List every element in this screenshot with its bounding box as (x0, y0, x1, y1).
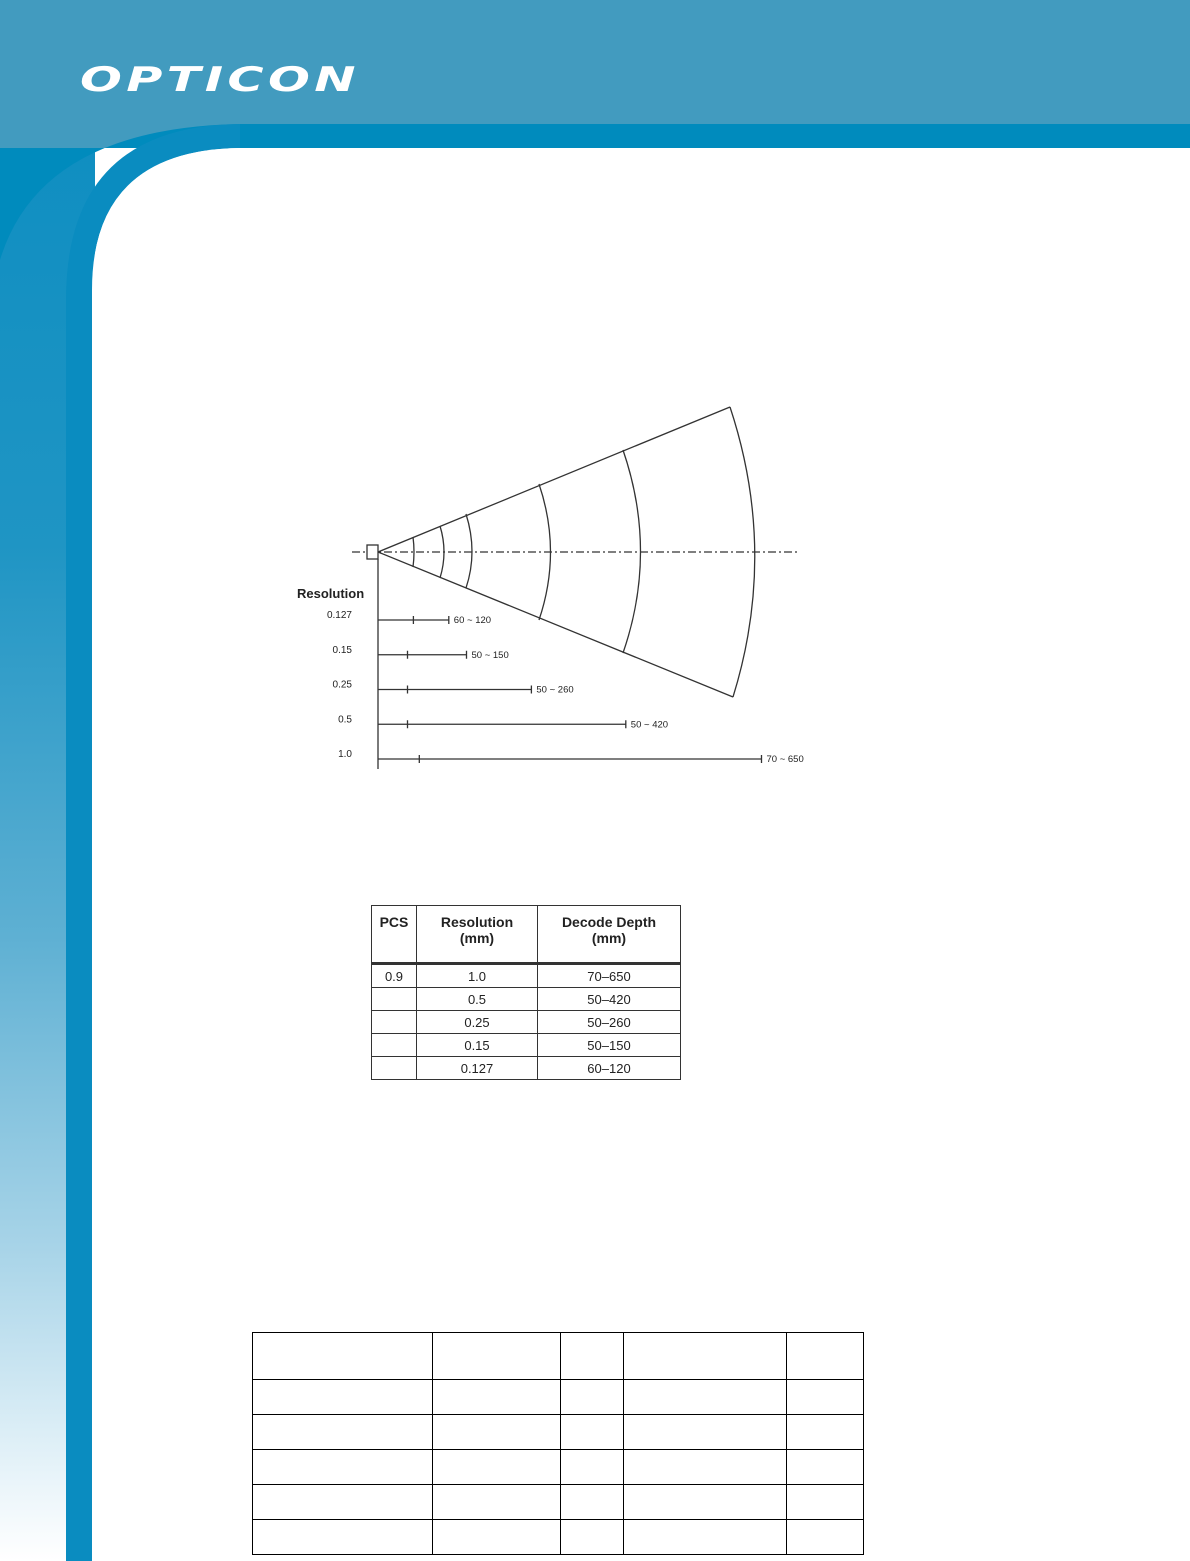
header-resolution: Resolution (mm) (417, 906, 538, 964)
row-range-label: 50 ~ 150 (471, 649, 509, 661)
empty-cell (624, 1450, 787, 1485)
empty-cell (561, 1450, 624, 1485)
row-range-label: 50 ~ 260 (536, 684, 574, 696)
table-row (372, 1034, 681, 1057)
header-pcs: PCS (372, 906, 417, 964)
table-row (253, 1450, 864, 1485)
empty-cell (624, 1333, 787, 1380)
empty-cell (561, 1485, 624, 1520)
table-row (253, 1380, 864, 1415)
empty-cell (624, 1520, 787, 1555)
empty-cell (624, 1415, 787, 1450)
empty-cell (561, 1520, 624, 1555)
row-resolution-label: 0.25 (332, 679, 352, 691)
cell-decode-depth: 70–650 (538, 964, 681, 988)
empty-cell (432, 1380, 561, 1415)
cell-pcs (372, 1034, 417, 1057)
cell-pcs (372, 988, 417, 1011)
cell-decode-depth: 50–420 (538, 988, 681, 1011)
table-row (253, 1415, 864, 1450)
cell-pcs (372, 1057, 417, 1080)
empty-cell (432, 1485, 561, 1520)
empty-cell (253, 1520, 433, 1555)
empty-cell (561, 1333, 624, 1380)
range-arc (413, 537, 414, 567)
resolution-heading: Resolution (297, 586, 365, 601)
cell-resolution: 0.5 (417, 988, 538, 1011)
row-resolution-label: 1.0 (338, 749, 352, 760)
empty-cell (787, 1450, 864, 1485)
cell-pcs: 0.9 (372, 964, 417, 988)
empty-cell (432, 1450, 561, 1485)
empty-cell (253, 1450, 433, 1485)
empty-cell (787, 1333, 864, 1380)
scanner-window (367, 545, 378, 559)
cell-decode-depth: 50–260 (538, 1011, 681, 1034)
empty-cell (787, 1485, 864, 1520)
header-decode-depth: Decode Depth (mm) (538, 906, 681, 964)
decode-depth-diagram (290, 395, 820, 780)
cell-decode-depth: 60–120 (538, 1057, 681, 1080)
cell-pcs (372, 1011, 417, 1034)
table-row (372, 1057, 681, 1080)
table-header-row (372, 906, 681, 964)
empty-grid-table (252, 1332, 864, 1555)
table-row (253, 1520, 864, 1555)
empty-cell (432, 1415, 561, 1450)
table-row (372, 988, 681, 1011)
empty-cell (253, 1415, 433, 1450)
scan-cone (352, 407, 800, 769)
empty-cell (253, 1333, 433, 1380)
row-range-label: 50 ~ 420 (630, 719, 669, 731)
range-arc (466, 514, 472, 588)
empty-cell (432, 1520, 561, 1555)
empty-cell (253, 1380, 433, 1415)
cell-resolution: 0.127 (417, 1057, 538, 1080)
empty-cell (432, 1333, 561, 1380)
empty-cell (624, 1380, 787, 1415)
empty-cell (253, 1485, 433, 1520)
range-arc (440, 526, 444, 578)
brand-logo: OPTICON (80, 60, 360, 100)
empty-cell (787, 1520, 864, 1555)
row-resolution-label: 0.5 (338, 714, 352, 726)
row-resolution-label: 0.15 (332, 644, 352, 656)
empty-cell (787, 1415, 864, 1450)
table-row (253, 1485, 864, 1520)
cell-resolution: 0.15 (417, 1034, 538, 1057)
empty-cell (787, 1380, 864, 1415)
cell-resolution: 1.0 (417, 964, 538, 988)
cone-lower-edge (378, 552, 733, 697)
cell-decode-depth: 50–150 (538, 1034, 681, 1057)
empty-cell (561, 1415, 624, 1450)
empty-cell (561, 1380, 624, 1415)
table-row (372, 1011, 681, 1034)
resolution-rows (327, 610, 804, 765)
row-range-label: 70 ~ 650 (766, 754, 804, 765)
row-resolution-label: 0.127 (326, 610, 352, 621)
decode-depth-table (371, 905, 681, 1080)
row-range-label: 60 ~ 120 (453, 615, 492, 626)
table-row (372, 964, 681, 988)
empty-cell (624, 1485, 787, 1520)
table-row (253, 1333, 864, 1380)
cell-resolution: 0.25 (417, 1011, 538, 1034)
cone-upper-edge (378, 407, 730, 552)
